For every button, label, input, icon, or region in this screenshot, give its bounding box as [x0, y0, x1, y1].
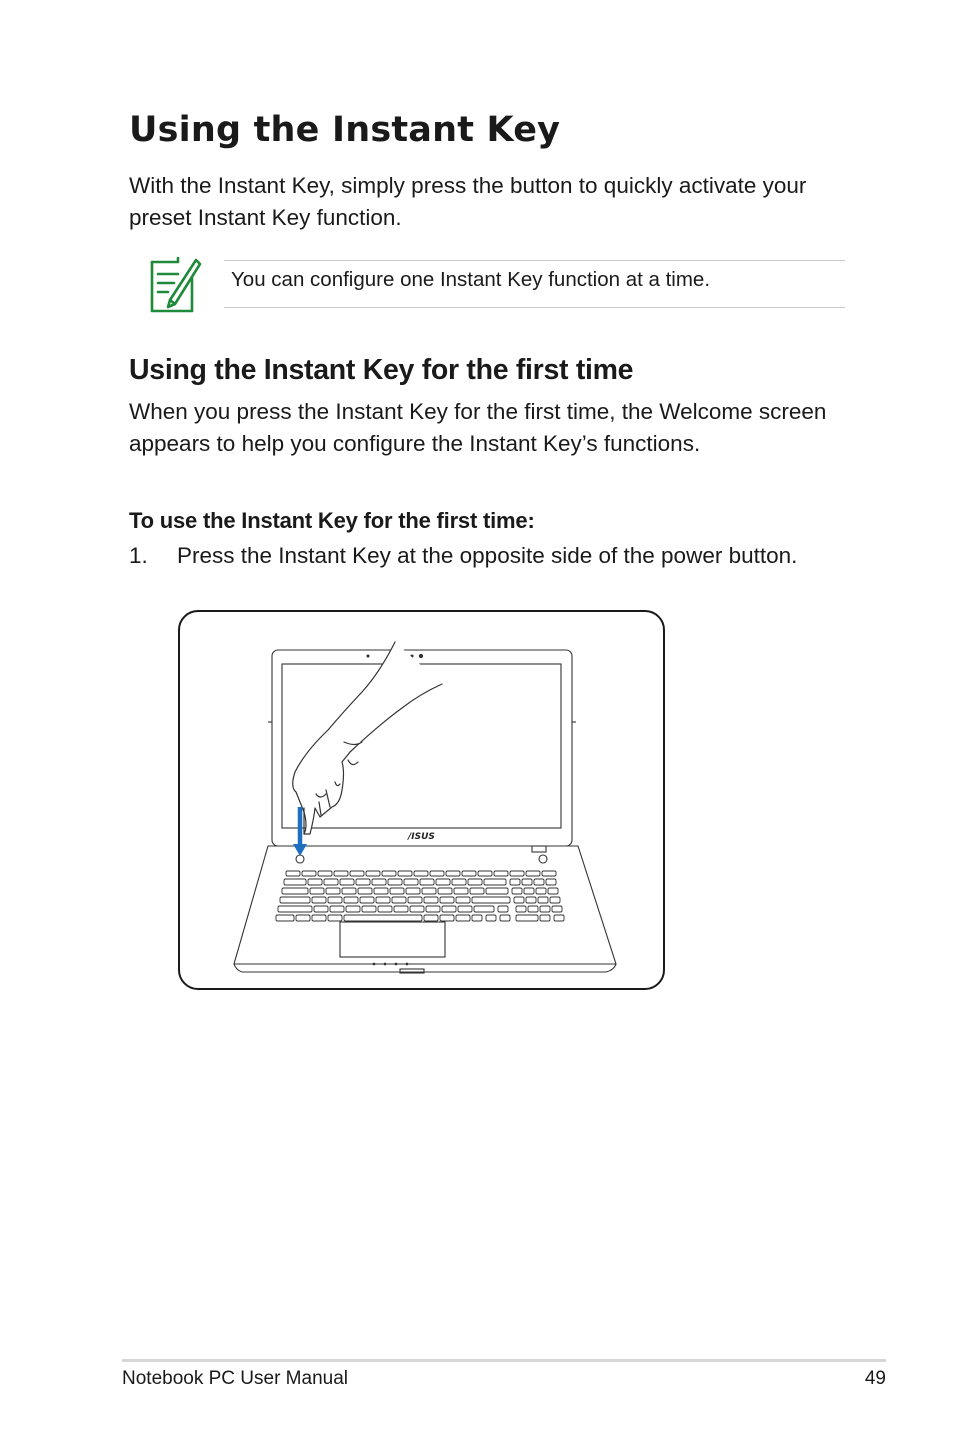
laptop-drawing [180, 612, 667, 992]
footer-page-number: 49 [864, 1368, 886, 1389]
laptop-illustration [178, 610, 665, 990]
note-top-rule [224, 260, 845, 261]
intro-paragraph: With the Instant Key, simply press the button to quickly activate your preset Instant Key function. [129, 173, 807, 230]
note-pencil-icon [148, 254, 202, 316]
page-title: Using the Instant Key [129, 110, 561, 150]
section-paragraph: When you press the Instant Key for the first time, the Welcome screen appears to help you configure the Instant Key’s functions. [129, 399, 827, 456]
footer-manual-title: Notebook PC User Manual [122, 1368, 348, 1389]
brand-label: /ISUS [408, 832, 435, 842]
note-text: You can configure one Instant Key function at a time. [231, 268, 711, 291]
procedure-heading: To use the Instant Key for the first time: [129, 508, 535, 533]
section-heading: Using the Instant Key for the first time [129, 354, 634, 386]
note-bottom-rule [224, 307, 845, 308]
step-text: Press the Instant Key at the opposite side of the power button. [177, 543, 798, 568]
footer-rule [122, 1359, 886, 1362]
step-number: 1. [129, 543, 148, 568]
